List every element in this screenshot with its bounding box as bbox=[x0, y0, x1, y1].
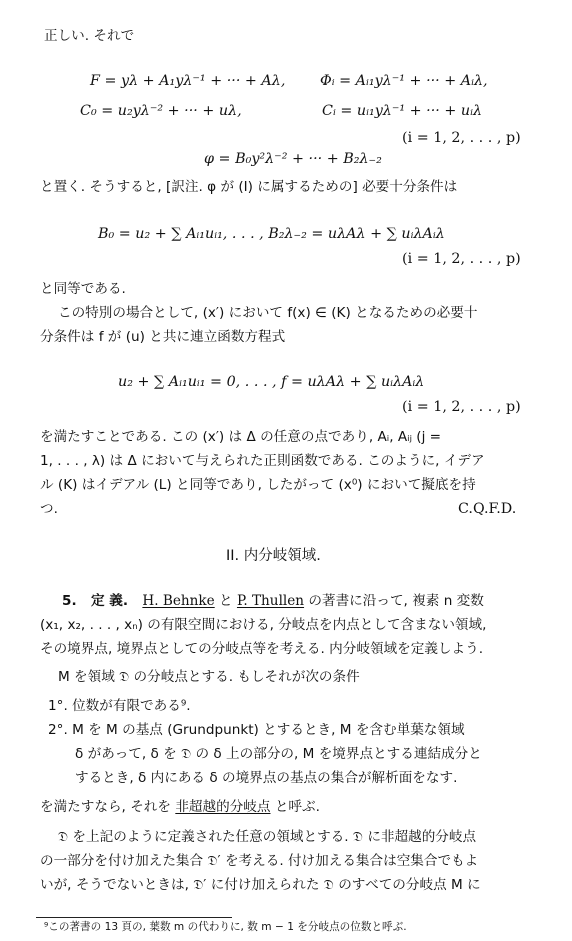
text-line: この特別の場合として, (x′) において f(x) ∈ (K) となるための必要十 bbox=[58, 305, 478, 321]
text-line: M を領域 𝔇 の分岐点とする. もしそれが次の条件 bbox=[58, 669, 360, 685]
section-number: 5. bbox=[62, 593, 77, 609]
text-line: 正しい. それで bbox=[44, 28, 135, 44]
text-line: いが, そうでないときは, 𝔇′ に付け加えられた 𝔇 のすべての分岐点 M に bbox=[40, 877, 481, 893]
text-line: (x₁, x₂, . . . , xₙ) の有限空間における, 分岐点を内点として含まない領域, bbox=[40, 617, 487, 633]
text-line: を満たすことである. この (x′) は Δ の任意の点であり, Aᵢ, Aᵢⱼ (j = bbox=[40, 429, 442, 445]
text-line: ル (K) はイデアル (L) と同等であり, したがって (x⁰) において擬底を持 bbox=[40, 477, 476, 493]
text-line: その境界点, 境界点としての分岐点等を考える. 内分岐領域を定義しよう. bbox=[40, 641, 484, 657]
author-thullen: P. Thullen bbox=[236, 593, 305, 609]
text-line: つ. bbox=[40, 501, 58, 517]
equation-F: F = yλ + A₁yλ⁻¹ + ··· + Aλ, bbox=[90, 73, 286, 89]
text-segment: を満たすなら, それを bbox=[40, 799, 171, 815]
equation-C0: C₀ = u₂yλ⁻² + ··· + uλ, bbox=[80, 103, 242, 119]
text-line: と同等である. bbox=[40, 281, 126, 297]
definition-conclusion bbox=[40, 798, 320, 816]
author-behnke: H. Behnke bbox=[142, 593, 215, 609]
definition-text: の著書に沿って, 複素 n 変数 bbox=[308, 593, 484, 609]
definition-label: 定 義. bbox=[90, 593, 129, 609]
footnote: ⁹この著書の 13 頁の, 葉数 m の代わりに, 数 m − 1 を分岐点の位数と呼ぶ. bbox=[44, 921, 407, 933]
text-line: 𝔇 を上記のように定義された任意の領域とする. 𝔇 に非超越的分岐点 bbox=[58, 829, 477, 845]
condition-2-cont: δ があって, δ を 𝔇 の δ 上の部分の, M を境界点とする連結成分と bbox=[75, 746, 482, 762]
section-heading: II. 内分岐領域. bbox=[226, 548, 321, 564]
text-line: と置く. そうすると, [訳注. φ が (I) に属するための] 必要十分条件は bbox=[40, 179, 458, 195]
footnote-rule bbox=[36, 917, 232, 918]
equation-B: B₀ = u₂ + ∑ Aᵢ₁uᵢ₁, . . . , B₂λ₋₂ = uλAλ + ∑ uᵢλAᵢλ bbox=[98, 226, 445, 242]
definition-line bbox=[62, 592, 484, 610]
conjunction: と bbox=[219, 593, 233, 609]
equation-phi: φ = B₀y²λ⁻² + ··· + B₂λ₋₂ bbox=[204, 151, 382, 167]
index-range: (i = 1, 2, . . . , p) bbox=[402, 130, 521, 146]
condition-2-cont: するとき, δ 内にある δ の境界点の基点の集合が解析面をなす. bbox=[75, 770, 458, 786]
text-line: の一部分を付け加えた集合 𝔇′ を考える. 付け加える集合は空集合でもよ bbox=[40, 853, 479, 869]
text-segment: と呼ぶ. bbox=[274, 799, 320, 815]
text-line: 分条件は f が (u) と共に連立函数方程式 bbox=[40, 329, 286, 345]
equation-system: u₂ + ∑ Aᵢ₁uᵢ₁ = 0, . . . , f = uλAλ + ∑ uᵢλAᵢλ bbox=[118, 374, 425, 390]
index-range: (i = 1, 2, . . . , p) bbox=[402, 251, 521, 267]
index-range: (i = 1, 2, . . . , p) bbox=[402, 399, 521, 415]
condition-2: 2°. M を M の基点 (Grundpunkt) とするとき, M を含む単葉な領域 bbox=[48, 722, 465, 738]
text-line: 1, . . . , λ) は Δ において与えられた正則函数である. このように, イデア bbox=[40, 453, 485, 469]
qed-mark: C.Q.F.D. bbox=[458, 501, 517, 517]
condition-1: 1°. 位数が有限である⁹. bbox=[48, 698, 191, 714]
defined-term: 非超越的分岐点 bbox=[175, 799, 271, 815]
equation-Phi: Φᵢ = Aᵢ₁yλ⁻¹ + ··· + Aᵢλ, bbox=[320, 73, 488, 89]
equation-Ci: Cᵢ = uᵢ₁yλ⁻¹ + ··· + uᵢλ bbox=[322, 103, 483, 119]
